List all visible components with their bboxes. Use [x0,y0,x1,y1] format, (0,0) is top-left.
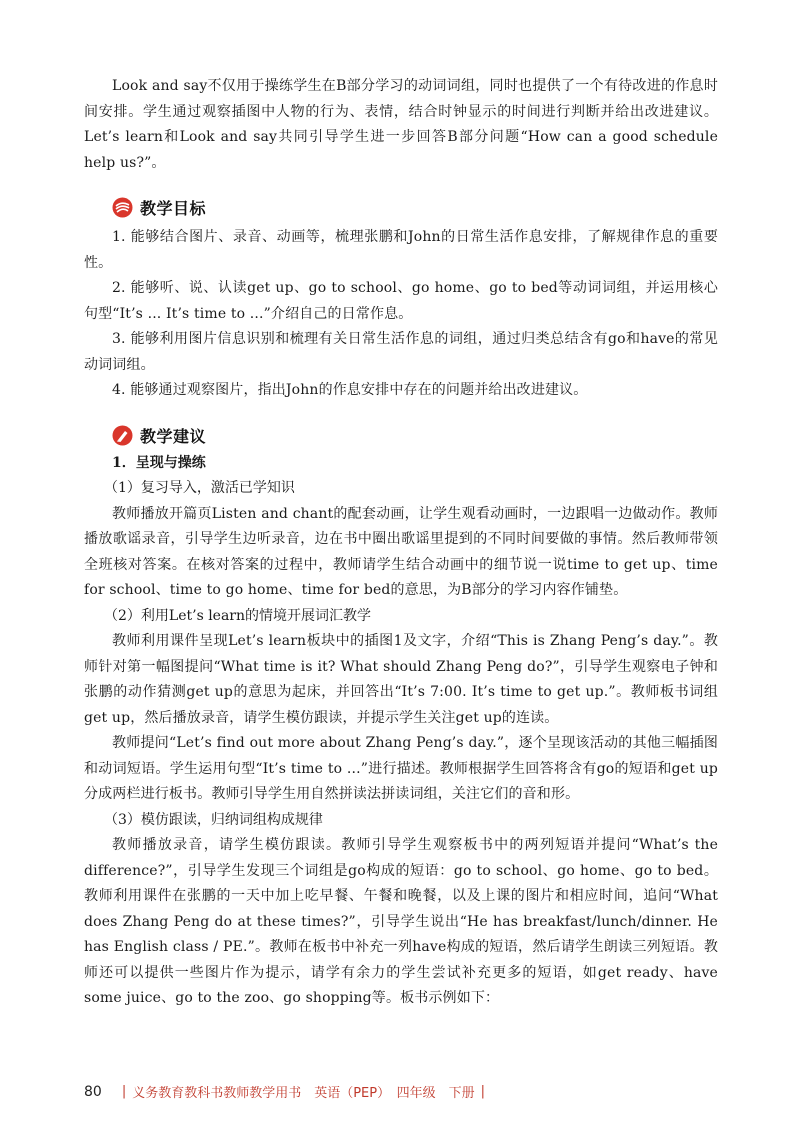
suggestions-pen-icon [112,425,133,446]
objective-item-1: 1. 能够结合图片、录音、动画等，梳理张鹏和John的日常生活作息安排，了解规律作息的重要性。 [84,229,718,271]
suggestions-title: 教学建议 [140,426,207,446]
intro-paragraph: Look and say不仅用于操练学生在B部分学习的动词词组，同时也提供了一个有待改进的作息时间安排。学生通过观察插图中人物的行为、表情，结合时钟显示的时间进行判断并给出改进建议。Let’s learn和Look and say共同引导学生进一步回答B部分问题“How can a good schedule help us?”。 [84,78,718,171]
footer-separator-left: | [121,1084,127,1099]
objective-item-4: 4. 能够通过观察图片，指出John的作息安排中存在的问题并给出改进建议。 [112,382,588,398]
page-footer [84,1082,491,1101]
page-number: 80 [84,1083,102,1100]
objectives-target-icon [112,197,133,218]
step3-heading: （3）模仿跟读，归纳词组构成规律 [104,811,323,828]
objectives-heading [84,196,718,219]
step2-heading: （2）利用Let’s learn的情境开展词汇教学 [104,607,372,624]
step1-paragraph: 教师播放开篇页Listen and chant的配套动画，让学生观看动画时，一边跟唱一边做动作。教师播放歌谣录音，引导学生边听录音，边在书中圈出歌谣里提到的不同时间要做的事情。然后教师带领全班核对答案。在核对答案的过程中，教师请学生结合动画中的细节说一说time to get up、time for school、time to go home、time for bed的意思，为B部分的学习内容作铺垫。 [84,505,718,598]
objectives-title: 教学目标 [140,199,207,218]
step1-heading: （1）复习导入，激活已学知识 [104,480,295,496]
step2-paragraph-2: 教师提问“Let’s find out more about Zhang Peng’s day.”，逐个呈现该活动的其他三幅插图和动词短语。学生运用句型“It’s time to ...”进行描述。教师根据学生回答将含有go的短语和get up分成两栏进行板书。教师引导学生用自然拼读法拼读词组，关注它们的音和形。 [84,735,718,802]
step3-paragraph: 教师播放录音，请学生模仿跟读。教师引导学生观察板书中的两列短语并提问“What’s the difference?”，引导学生发现三个词组是go构成的短语：go to school、go home、go to bed。教师利用课件在张鹏的一天中加上吃早餐、午餐和晚餐，以及上课的图片和相应时间，追问“What does Zhang Peng do at these times?”，引导学生说出“He has breakfast/lunch/dinner. He has English class / PE.”。教师在板书中补充一列have构成的短语，然后请学生朗读三列短语。教师还可以提供一些图片作为提示，请学有余力的学生尝试补充更多的短语，如get ready、have some juice、go to the zoo、go shopping等。板书示例如下： [84,837,718,1006]
page-body [84,74,718,1012]
footer-separator-right: | [480,1084,486,1099]
objective-item-2: 2. 能够听、说、认读get up、go to school、go home、go to bed等动词词组，并运用核心句型“It’s ... It’s time to ...”介绍自己的日常作息。 [84,280,718,322]
step2-paragraph-1: 教师利用课件呈现Let’s learn板块中的插图1及文字，介绍“This is Zhang Peng’s day.”。教师针对第一幅图提问“What time is it? What should Zhang Peng do?”，引导学生观察电子钟和张鹏的动作猜测get up的意思为起床，并回答出“It’s 7:00. It’s time to get up.”。教师板书词组get up，然后播放录音，请学生模仿跟读，并提示学生关注get up的连读。 [84,633,718,726]
suggestions-heading [84,424,718,447]
objective-item-3: 3. 能够利用图片信息识别和梳理有关日常生活作息的词组，通过归类总结含有go和have的常见动词词组。 [84,331,718,373]
footer-book-title: 义务教育教科书教师教学用书 英语（PEP） 四年级 下册 [132,1086,475,1101]
suggestions-sub-heading: 1．呈现与操练 [112,454,206,471]
